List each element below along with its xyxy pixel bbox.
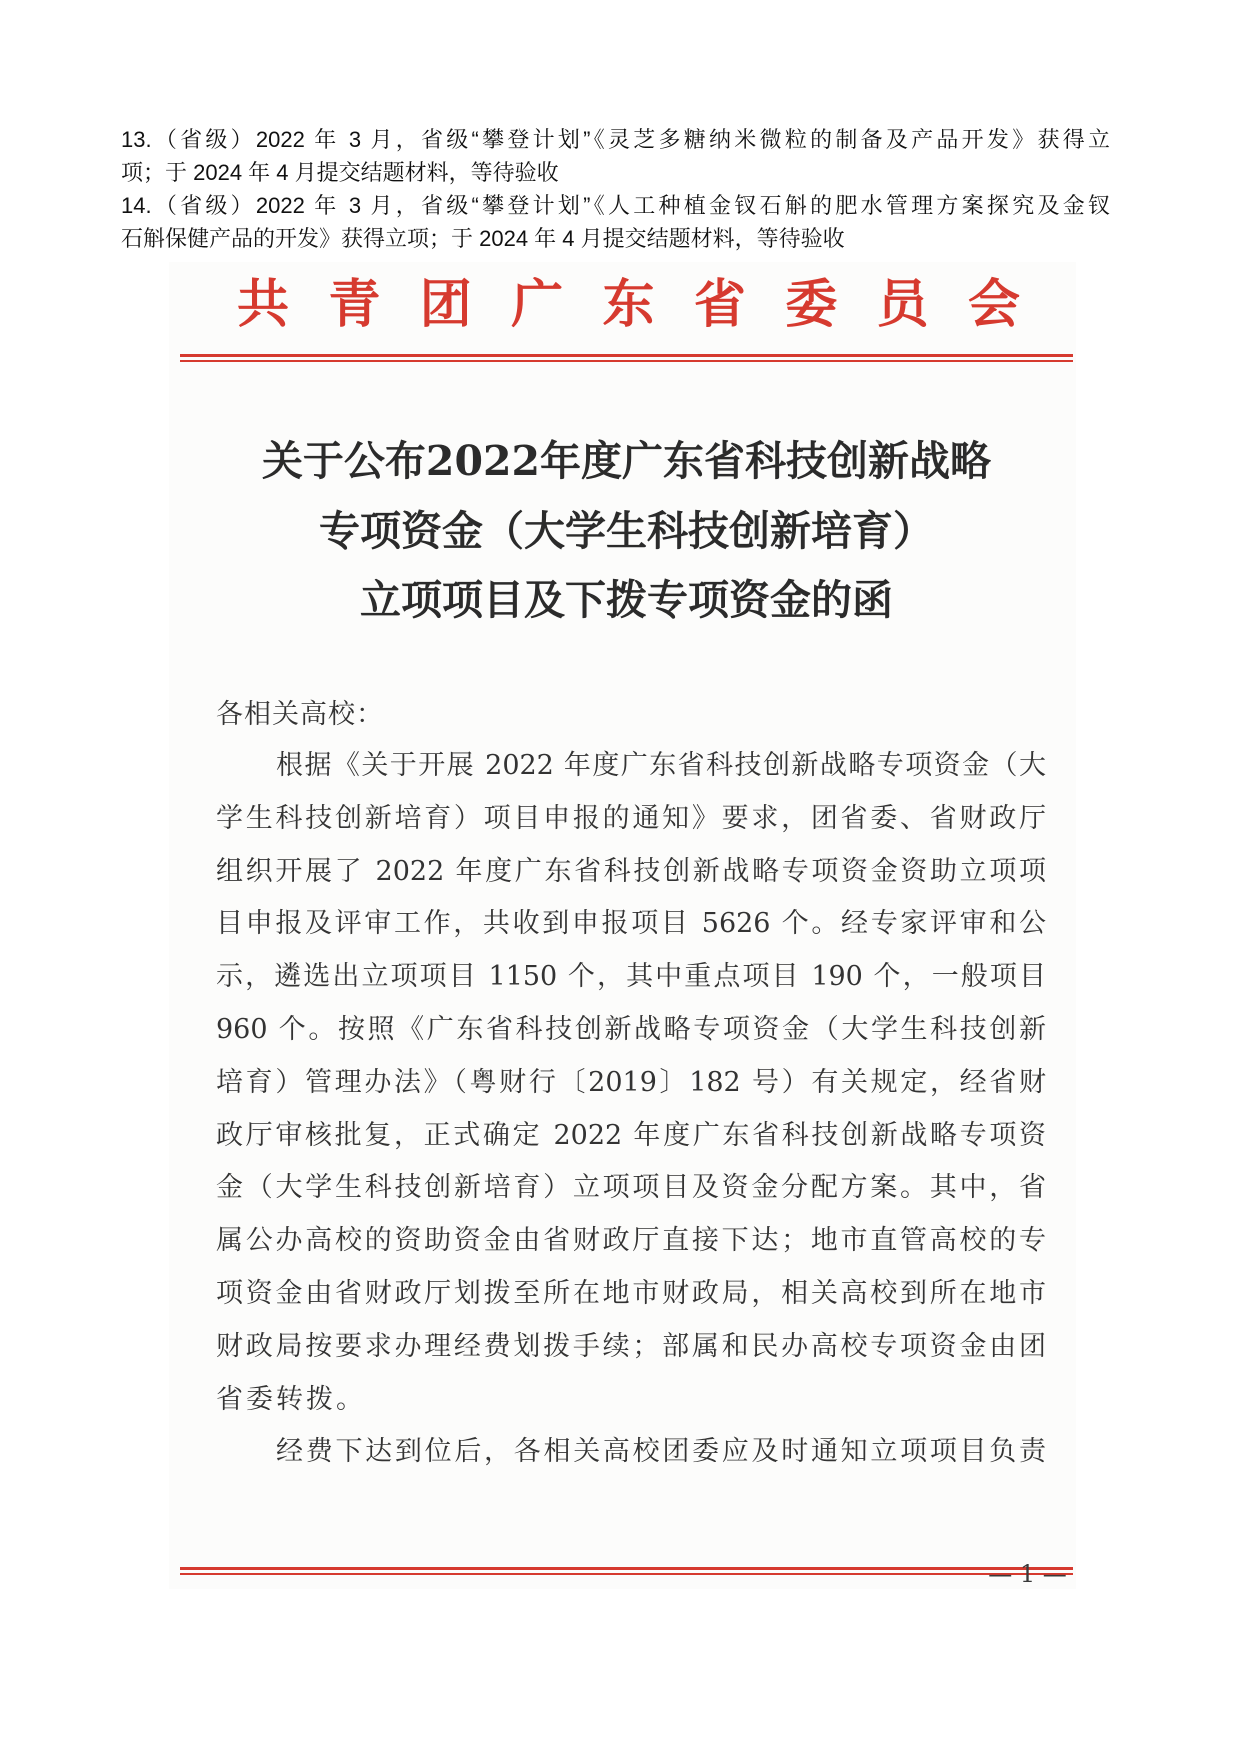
- note-item-14: [121, 189, 1110, 255]
- page-number: — 1 —: [988, 1560, 1067, 1588]
- letter-body-line: 财政局按要求办理经费划拨手续；部属和民办高校专项资金由团: [216, 1330, 1046, 1362]
- letter-body-line: 属公办高校的资助资金由省财政厅直接下达；地市直管高校的专: [216, 1225, 1046, 1257]
- letter-title-line: 关于公布2022年度广东省科技创新战略: [261, 437, 992, 485]
- letter-body-line: 960 个。按照《广东省科技创新战略专项资金（大学生科技创新: [216, 1013, 1046, 1045]
- letterhead-rule-thin: [180, 360, 1073, 362]
- letter-body-line: 金（大学生科技创新培育）立项项目及资金分配方案。其中，省: [216, 1172, 1046, 1204]
- letterhead-rule-thick: [180, 354, 1073, 357]
- letter-body-line: 组织开展了 2022 年度广东省科技创新战略专项资金资助立项项: [216, 855, 1046, 887]
- note-line: 13.（省级）2022 年 3 月，省级“攀登计划”《灵芝多糖纳米微粒的制备及产品开发》获得立: [121, 127, 1110, 152]
- letter-body-line: 项资金由省财政厅划拨至所在地市财政局，相关高校到所在地市: [216, 1277, 1046, 1309]
- note-line: 项；于 2024 年 4 月提交结题材料，等待验收: [121, 160, 559, 185]
- letter-salutation: 各相关高校：: [216, 699, 384, 730]
- letter-paragraph: [216, 1426, 1046, 1479]
- letter-title-line: 立项项目及下拨专项资金的函: [360, 576, 893, 624]
- letter-paragraph: [216, 740, 1046, 1426]
- letter-body: [216, 740, 1046, 1479]
- letter-title: [180, 427, 1073, 636]
- letter-body-line: 培育）管理办法》（粤财行〔2019〕182 号）有关规定，经省财: [216, 1066, 1046, 1098]
- note-line: 石斛保健产品的开发》获得立项；于 2024 年 4 月提交结题材料，等待验收: [121, 226, 845, 251]
- letter-body-line: 政厅审核批复，正式确定 2022 年度广东省科技创新战略专项资: [216, 1119, 1046, 1151]
- letter-body-line: 省委转拨。: [216, 1383, 366, 1415]
- letterhead-organization: 共青团广东省委员会: [237, 274, 1020, 335]
- letter-body-line: 根据《关于开展 2022 年度广东省科技创新战略专项资金（大: [276, 750, 1046, 781]
- letter-body-line: 目申报及评审工作，共收到申报项目 5626 个。经专家评审和公: [216, 908, 1046, 940]
- note-line: 14.（省级）2022 年 3 月，省级“攀登计划”《人工种植金钗石斛的肥水管理方案探究及金钗: [121, 193, 1110, 218]
- letter-body-line: 经费下达到位后，各相关高校团委应及时通知立项项目负责: [276, 1436, 1046, 1468]
- footer-rule-thick: [180, 1567, 1073, 1570]
- footer-rule-thin: [180, 1573, 1073, 1575]
- letter-body-line: 示，遴选出立项项目 1150 个，其中重点项目 190 个，一般项目: [216, 961, 1046, 993]
- letter-title-line: 专项资金（大学生科技创新培育）: [319, 506, 934, 555]
- project-notes: [121, 123, 1110, 255]
- note-item-13: [121, 123, 1110, 189]
- letter-body-line: 学生科技创新培育）项目申报的通知》要求，团省委、省财政厅: [216, 802, 1046, 834]
